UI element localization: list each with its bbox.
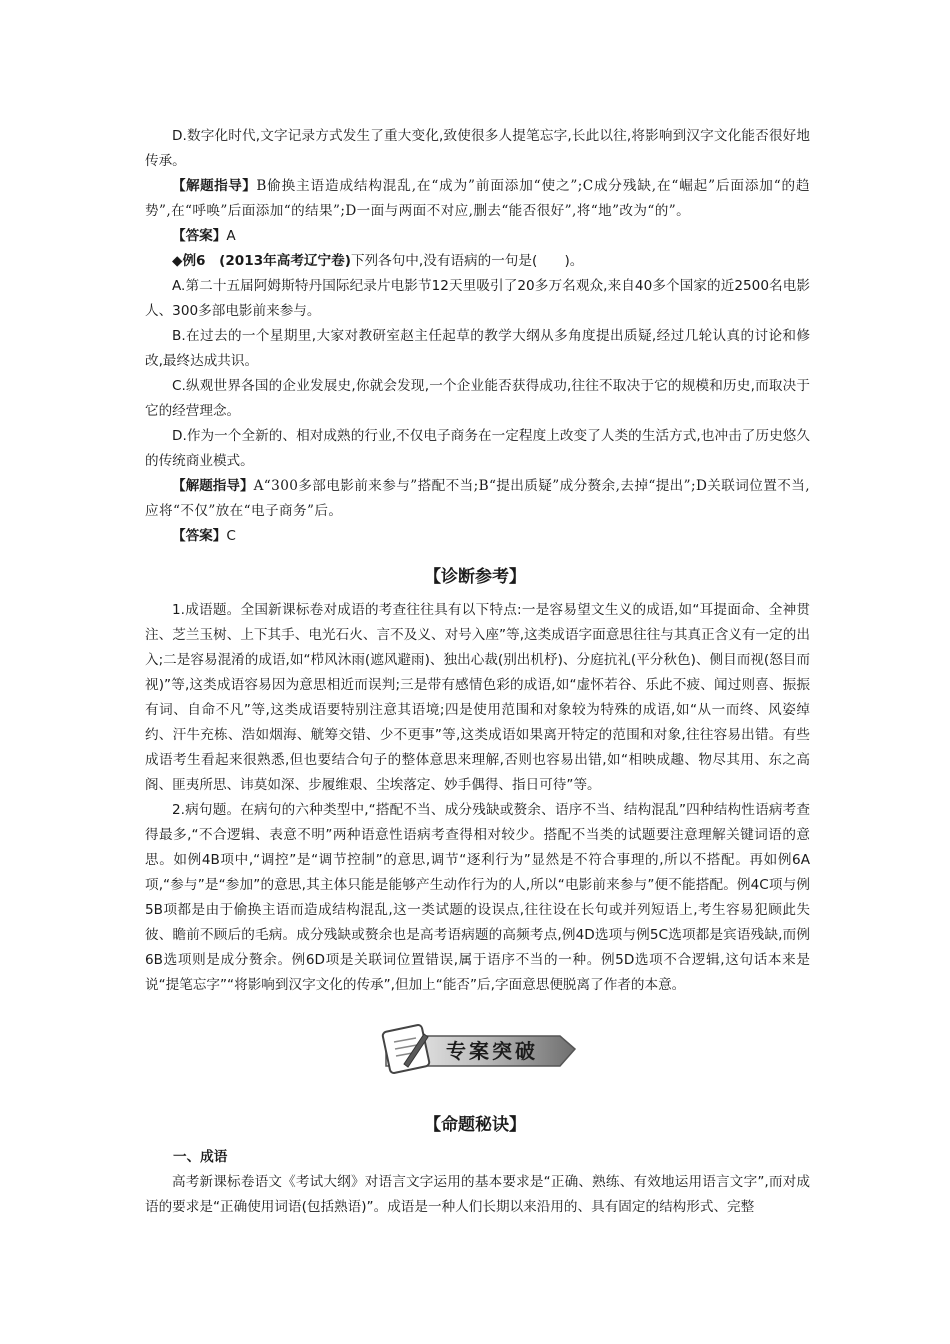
example5-answer <box>145 224 810 249</box>
guide-tag: 【解题指导】 <box>172 178 257 194</box>
example6-option-a: A.第二十五届阿姆斯特丹国际纪录片电影节12天里吸引了20多万名观众,来自40多个国家的近2500名电影人、300多部电影前来参与。 <box>145 278 810 319</box>
answer-value: C <box>226 528 236 544</box>
section-banner <box>380 1024 576 1074</box>
diagnosis-paragraph-1: 1.成语题。全国新课标卷对成语的考查往往具有以下特点:一是容易望文生义的成语,如“耳提面命、全神贯注、芝兰玉树、上下其手、电光石火、言不及义、对号入座”等,这类成语字面意思往往与其真正含义有一定的出入;二是容易混淆的成语,如“栉风沐雨(遮风避雨)、独出心裁(别出机杼)、分庭抗礼(平分秋色)、侧目而视(怒目而视)”等,这类成语容易因为意思相近而误判;三是带有感情色彩的成语,如“虚怀若谷、乐此不疲、闻过则喜、振振有词、自命不凡”等,这类成语要特别注意其语境;四是使用范围和对象较为特殊的成语,如“从一而终、风姿绰约、汗牛充栋、浩如烟海、觥筹交错、少不更事”等,这类成语如果离开特定的范围和对象,往往容易出错。有些成语考生看起来很熟悉,但也要结合句子的整体意思来理解,否则也容易出错,如“相映成趣、物尽其用、东之高阁、匪夷所思、讳莫如深、步履维艰、尘埃落定、妙手偶得、指日可待”等。 <box>145 602 810 793</box>
example6-option-b: B.在过去的一个星期里,大家对教研室赵主任起草的教学大纲从多角度提出质疑,经过几轮认真的讨论和修改,最终达成共识。 <box>145 328 810 369</box>
answer-tag: 【答案】 <box>172 528 227 544</box>
diagnosis-heading: 【诊断参考】 <box>424 567 526 587</box>
banner-label: 专案突破 <box>446 1039 538 1063</box>
example6-title <box>145 249 810 274</box>
guide-text: B偷换主语造成结构混乱,在“成为”前面添加“使之”;C成分残缺,在“崛起”后面添加“的趋势”,在“呼唤”后面添加“的结果”;D一面与两面不对应,删去“能否很好”,将“地”改为“的”。 <box>145 178 811 219</box>
guide-tag: 【解题指导】 <box>172 478 254 494</box>
secrets-subheading: 一、成语 <box>173 1149 228 1165</box>
example6-guide <box>145 474 810 524</box>
example6-source: (2013年高考辽宁卷) <box>219 253 351 269</box>
guide-text: A“300多部电影前来参与”搭配不当;B“提出质疑”成分赘余,去掉“提出”;D关联词位置不当,应将“不仅”放在“电子商务”后。 <box>145 478 811 519</box>
example6-answer <box>145 524 810 549</box>
example6-option-d: D.作为一个全新的、相对成熟的行业,不仅电子商务在一定程度上改变了人类的生活方式,也冲击了历史悠久的传统商业模式。 <box>145 428 810 469</box>
example5-guide <box>145 174 810 224</box>
example6-option-c: C.纵观世界各国的企业发展史,你就会发现,一个企业能否获得成功,往往不取决于它的规模和历史,而取决于它的经营理念。 <box>145 378 810 419</box>
secrets-paragraph: 高考新课标卷语文《考试大纲》对语言文字运用的基本要求是“正确、熟练、有效地运用语言文字”,而对成语的要求是“正确使用词语(包括熟语)”。成语是一种人们长期以来沿用的、具有固定的结构形式、完整 <box>145 1174 810 1215</box>
example6-label: ◆例6 <box>172 253 206 269</box>
answer-value: A <box>226 228 236 244</box>
secrets-heading: 【命题秘诀】 <box>424 1115 526 1135</box>
answer-tag: 【答案】 <box>172 228 227 244</box>
example5-option-d: D.数字化时代,文字记录方式发生了重大变化,致使很多人提笔忘字,长此以往,将影响到汉字文化能否很好地传承。 <box>145 128 810 169</box>
diagnosis-paragraph-2: 2.病句题。在病句的六种类型中,“搭配不当、成分残缺或赘余、语序不当、结构混乱”四种结构性语病考查得最多,“不合逻辑、表意不明”两种语意性语病考查得相对较少。搭配不当类的试题要注意理解关键词语的意思。如例4B项中,“调控”是“调节控制”的意思,调节“逐利行为”显然是不符合事理的,所以不搭配。再如例6A项,“参与”是“参加”的意思,其主体只能是能够产生动作行为的人,所以“电影前来参与”便不能搭配。例4C项与例5B项都是由于偷换主语而造成结构混乱,这一类试题的设误点,往往设在长句或并列短语上,考生容易犯顾此失彼、瞻前不顾后的毛病。成分残缺或赘余也是高考语病题的高频考点,例4D选项与例5C选项都是宾语残缺,而例6B选项则是成分赘余。例6D项是关联词位置错误,属于语序不当的一种。例5D选项不合逻辑,这句话本来是说“提笔忘字”“将影响到汉字文化的传承”,但加上“能否”后,字面意思便脱离了作者的本意。 <box>145 802 810 993</box>
notepad-pencil-icon <box>382 1024 430 1073</box>
example6-question: 下列各句中,没有语病的一句是( )。 <box>350 253 584 269</box>
